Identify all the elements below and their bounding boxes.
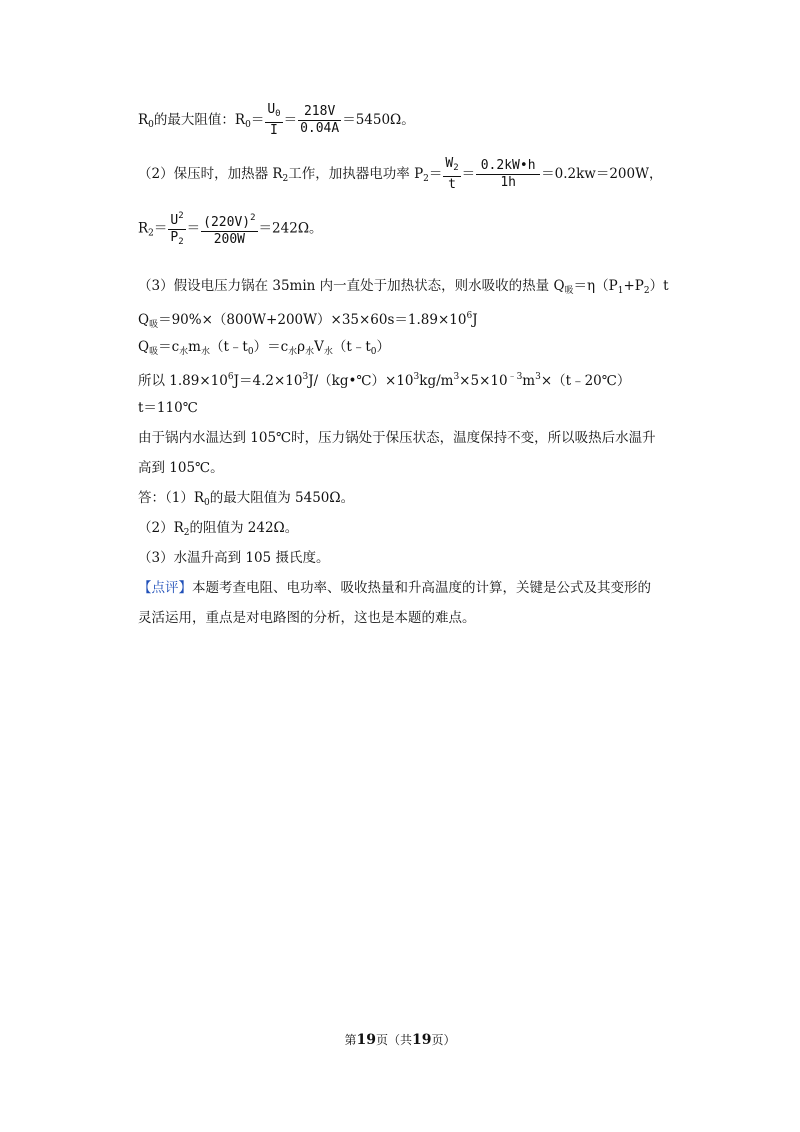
- answer-2: $(2)R_2$的阻值为 242Ω。: [138, 520, 299, 538]
- fraction-energy-time: $\frac{0.2kW•h}{1h}$: [476, 158, 540, 191]
- page-total: 19: [412, 1032, 432, 1048]
- line-heat-value: $Q_吸=90\%\times(800W+200W)\times 35\times 60s=1.89\times 10^6J$: [138, 311, 478, 330]
- comment-line-cont: 灵活运用，重点是对电路图的分析，这也是本题的难点。: [138, 610, 476, 626]
- line-substitute: 所以 $1.89\times 10^6J=4.2\times 10^3J/(kg•℃)\times 10^3kg/m^3\times 5\times 10^{﹣3}m^3\times(t﹣20℃)$: [138, 372, 631, 389]
- answer-1: 答：$(1)R_0$的最大阻值为 5450Ω。: [138, 490, 355, 508]
- line-power: （2）保压时，加热器 $R_2$工作，加执器电功率 $P_2=$ $\frac{W_2}{t}$ ＝ $\frac{0.2kW•h}{1h}$ ＝0.2kw＝200W，: [138, 156, 663, 192]
- line-temp-result: t＝110℃: [138, 400, 198, 416]
- fraction-218v: $\frac{218V}{0.04A}$: [300, 104, 340, 136]
- fraction-u0-i: $\frac{U_0}{I}$: [267, 102, 281, 138]
- page-number: 19: [356, 1032, 376, 1048]
- fraction-u2-p2: $\frac{U^2}{P_2}$: [168, 208, 185, 250]
- answer-3: （3）水温升高到 105 摄氏度。: [138, 550, 330, 566]
- page-footer: 第19页（共19页）: [344, 1032, 456, 1048]
- fraction-w2-t: $\frac{W_2}{t}$: [445, 156, 459, 192]
- line-explain-cont: 高到 105℃。: [138, 460, 224, 476]
- line-heat-assume: （3）假设电压力锅在 35min 内一直处于加热状态，则水吸收的热量 $Q_吸=\eta(P_1+P_2)t$: [138, 278, 669, 296]
- line-explain: 由于锅内水温达到 105℃时，压力锅处于保压状态，温度保持不变，所以吸热后水温升: [138, 430, 656, 446]
- line-r0-max: $R_0$的最大阻值：$R_0=$ $\frac{U_0}{I}$ ＝ $\frac{218V}{0.04A}$ ＝5450Ω。: [138, 102, 415, 138]
- line-heat-formula: $Q_吸=c_水m_水(t﹣t_0)=c_水\rho_水V_水(t﹣t_0)$: [138, 339, 390, 357]
- line-r2: $R_2=$ $\frac{U^2}{P_2}$ ＝ $\frac{(220V)^2}{200W}$ ＝242Ω。: [138, 208, 323, 250]
- comment-line: 【点评】本题考查电阻、电功率、吸收热量和升高温度的计算，关键是公式及其变形的: [138, 580, 651, 596]
- fraction-220v-200w: $\frac{(220V)^2}{200W}$: [201, 210, 257, 248]
- comment-tag: 【点评】: [138, 580, 192, 596]
